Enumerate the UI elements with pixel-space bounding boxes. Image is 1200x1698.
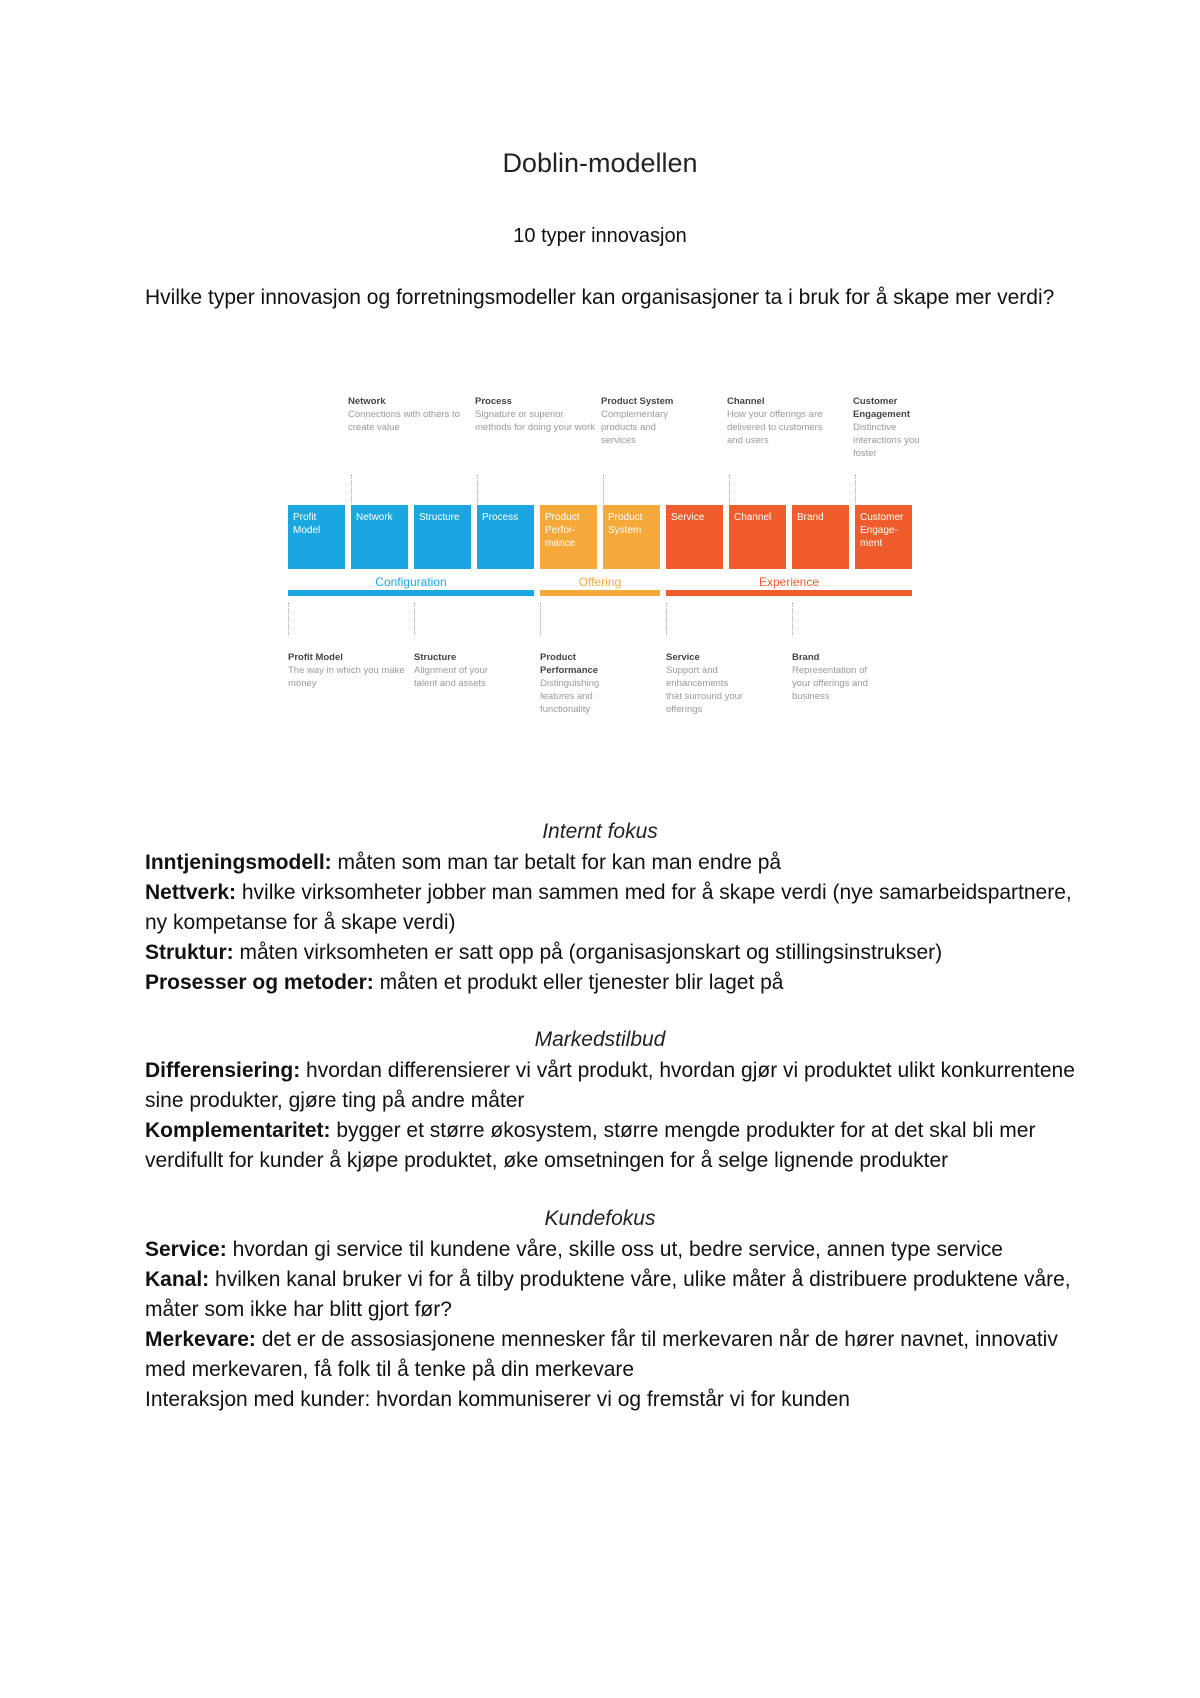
group-bar-configuration bbox=[288, 590, 534, 596]
bottom-note-service: Service Support and enhancements that surround your offerings bbox=[666, 652, 744, 715]
connector-line bbox=[603, 475, 604, 503]
section-heading-internt-fokus: Internt fokus bbox=[542, 820, 658, 843]
group-label-experience: Experience bbox=[758, 575, 820, 589]
tile-network: Network bbox=[351, 505, 408, 569]
section-heading-kundefokus: Kundefokus bbox=[544, 1207, 656, 1230]
section-body-internt-fokus bbox=[145, 848, 1075, 998]
list-item: Inntjeningsmodell: måten som man tar betalt for kan man endre på bbox=[145, 851, 782, 874]
tile-customer-engagement: Customer Engage-ment bbox=[855, 505, 912, 569]
tile-profit-model: Profit Model bbox=[288, 505, 345, 569]
top-note-product-system: Product System Complementary products and services bbox=[601, 396, 674, 446]
group-bar-offering bbox=[540, 590, 660, 596]
top-note-process: Process Signature or superior methods for doing your work bbox=[475, 396, 595, 433]
top-note-channel: Channel How your offerings are delivered to customers and users bbox=[727, 396, 823, 446]
list-item: Service: hvordan gi service til kundene våre, skille oss ut, bedre service, annen type service bbox=[145, 1238, 1003, 1261]
bottom-note-profit-model: Profit Model The way in which you make money bbox=[288, 652, 405, 689]
tile-process: Process bbox=[477, 505, 534, 569]
list-item: Struktur: måten virksomheten er satt opp på (organisasjonskart og stillingsinstrukser) bbox=[145, 941, 943, 964]
tile-structure: Structure bbox=[414, 505, 471, 569]
list-item: Differensiering: hvordan differensierer vi vårt produkt, hvordan gjør vi produktet ulikt konkurrentene sine produkter, gjøre ting på andre måter bbox=[145, 1059, 1075, 1112]
bottom-note-brand: Brand Representation of your offerings and business bbox=[792, 652, 868, 702]
group-label-configuration: Configuration bbox=[375, 575, 447, 589]
connector-line bbox=[855, 475, 856, 503]
top-note-network: Network Connections with others to create value bbox=[348, 396, 460, 433]
section-body-kundefokus bbox=[145, 1235, 1075, 1415]
tile-channel: Channel bbox=[729, 505, 786, 569]
connector-line bbox=[414, 603, 415, 635]
connector-line bbox=[351, 475, 352, 503]
list-item: Kanal: hvilken kanal bruker vi for å tilby produktene våre, ulike måter å distribuere produktene våre, måter som ikke har blitt gjort før? bbox=[145, 1268, 1071, 1321]
bottom-note-structure: Structure Alignment of your talent and assets bbox=[414, 652, 488, 689]
page-subtitle: 10 typer innovasjon bbox=[513, 225, 687, 247]
section-body-markedstilbud bbox=[145, 1056, 1075, 1176]
list-item: Interaksjon med kunder: hvordan kommuniserer vi og fremstår vi for kunden bbox=[145, 1388, 850, 1411]
connector-line bbox=[288, 603, 289, 635]
connector-line bbox=[666, 603, 667, 635]
connector-line bbox=[792, 603, 793, 635]
group-bar-experience bbox=[666, 590, 912, 596]
tile-service: Service bbox=[666, 505, 723, 569]
tile-product-system: Product System bbox=[603, 505, 660, 569]
intro-question: Hvilke typer innovasjon og forretningsmodeller kan organisasjoner ta i bruk for å skape mer verdi? bbox=[145, 286, 1055, 309]
list-item: Nettverk: hvilke virksomheter jobber man sammen med for å skape verdi (nye samarbeidspartnere, ny kompetanse for å skape verdi) bbox=[145, 881, 1072, 934]
tile-product-performance: Product Perfor-mance bbox=[540, 505, 597, 569]
connector-line bbox=[729, 475, 730, 503]
connector-line bbox=[540, 603, 541, 635]
section-heading-markedstilbud: Markedstilbud bbox=[534, 1028, 666, 1051]
page-title: Doblin-modellen bbox=[502, 148, 698, 178]
list-item: Komplementaritet: bygger et større økosystem, større mengde produkter for at det skal bli mer verdifullt for kunder å kjøpe produktet, øke omsetningen for å selge lignende produkter bbox=[145, 1119, 1036, 1172]
group-label-offering: Offering bbox=[578, 575, 622, 589]
connector-line bbox=[477, 475, 478, 503]
list-item: Merkevare: det er de assosiasjonene mennesker får til merkevaren når de hører navnet, innovativ med merkevaren, få folk til å tenke på din merkevare bbox=[145, 1328, 1058, 1381]
list-item: Prosesser og metoder: måten et produkt eller tjenester blir laget på bbox=[145, 971, 784, 994]
doblin-diagram bbox=[285, 395, 920, 725]
tile-brand: Brand bbox=[792, 505, 849, 569]
bottom-note-product-performance: Product Performance Distinguishing features and functionality bbox=[540, 652, 600, 715]
top-note-customer-engagement: Customer Engagement Distinctive interactions you foster bbox=[853, 396, 920, 459]
